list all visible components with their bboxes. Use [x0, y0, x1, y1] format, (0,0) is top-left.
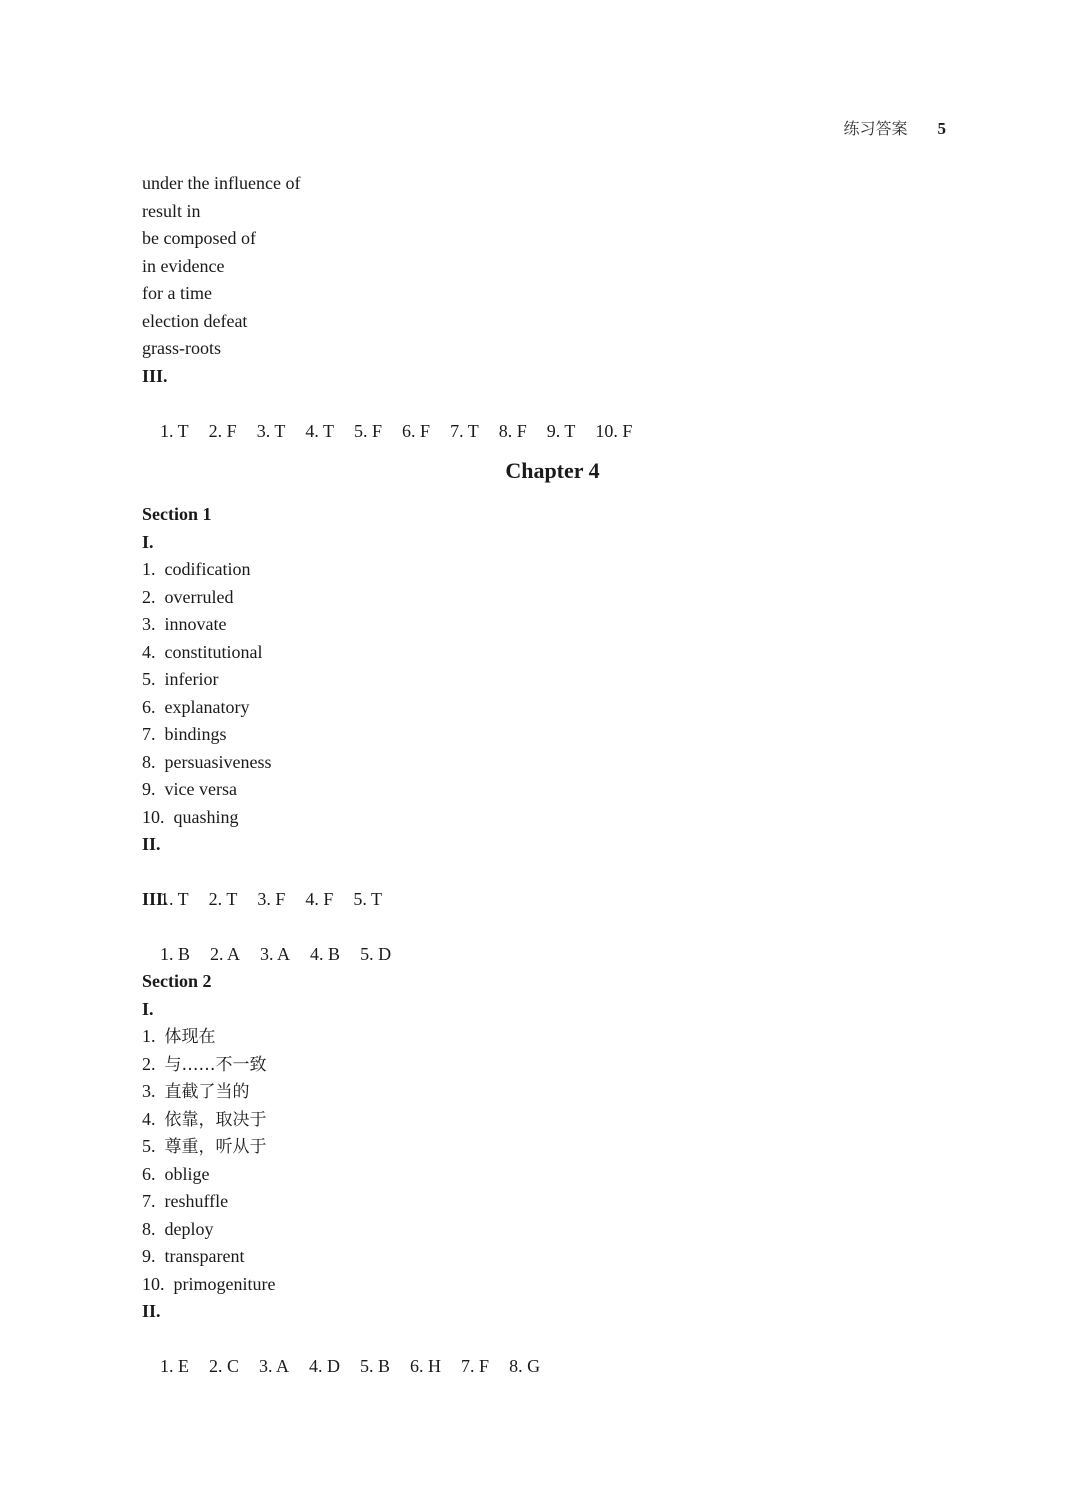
item-number: 6. — [142, 1163, 156, 1184]
answer: 2. A — [210, 944, 241, 964]
answer: 4. F — [305, 889, 334, 909]
page-header — [843, 116, 946, 139]
list-item: 8. persuasiveness — [142, 751, 272, 772]
answer: 5. D — [360, 944, 392, 964]
answer: 1. B — [160, 944, 191, 964]
answer: 8. F — [498, 420, 527, 441]
item-text: 直截了当的 — [164, 1082, 250, 1102]
item-number: 3. — [142, 1081, 156, 1101]
phrase-item: for a time — [142, 283, 212, 303]
item-text: deploy — [164, 1218, 214, 1239]
phrase-item: result in — [142, 200, 201, 221]
phrase-item: under the influence of — [142, 173, 301, 193]
section-1 — [142, 501, 411, 964]
answer: 7. T — [450, 420, 479, 441]
answer: 3. F — [257, 889, 286, 909]
part-label: I. — [142, 531, 154, 552]
answer: 1. T — [160, 420, 189, 441]
answer: 4. T — [305, 420, 335, 441]
part-label: III. — [142, 889, 168, 909]
answer: 3. T — [256, 420, 286, 441]
item-text: 体现在 — [164, 1027, 216, 1047]
list-item — [142, 1161, 560, 1189]
phrase-item: be composed of — [142, 228, 256, 248]
top-block — [142, 170, 652, 441]
answer: 5. B — [360, 1356, 391, 1376]
section-title: Section 2 — [142, 971, 212, 991]
part-label: II. — [142, 1301, 161, 1321]
answer: 3. A — [260, 944, 291, 964]
item-number: 4. — [142, 1108, 156, 1129]
list-item — [142, 1216, 560, 1244]
answer-row — [142, 1326, 560, 1376]
answer: 6. F — [402, 420, 431, 441]
answer: 1. T — [160, 889, 189, 909]
list-item: 10. quashing — [142, 806, 239, 827]
list-item — [142, 1023, 560, 1051]
item-number: 7. — [142, 1191, 156, 1211]
item-number: 10. — [142, 1273, 165, 1294]
list-item: 1. codification — [142, 559, 251, 579]
list-item — [142, 1188, 560, 1216]
item-text: oblige — [164, 1163, 210, 1184]
list-item: 6. explanatory — [142, 696, 250, 717]
part-label: I. — [142, 998, 154, 1019]
list-item: 9. vice versa — [142, 779, 237, 799]
list-item — [142, 1051, 560, 1079]
item-number: 9. — [142, 1246, 156, 1266]
item-number: 8. — [142, 1218, 156, 1239]
answer: 3. A — [259, 1356, 290, 1376]
list-item: 2. overruled — [142, 586, 234, 607]
phrase-item: election defeat — [142, 310, 248, 331]
list-item: 7. bindings — [142, 724, 227, 744]
list-item — [142, 1133, 560, 1161]
section-title: Section 1 — [142, 504, 212, 524]
answer: 4. D — [309, 1356, 341, 1376]
list-item — [142, 1078, 560, 1106]
chapter-title: Chapter 4 — [505, 458, 600, 483]
part-label: III. — [142, 365, 168, 386]
answer: 9. T — [546, 420, 576, 441]
answer: 5. F — [354, 420, 383, 441]
phrase-item: grass-roots — [142, 338, 221, 358]
list-item — [142, 1106, 560, 1134]
answer: 1. E — [160, 1356, 189, 1376]
section-2 — [142, 968, 560, 1376]
item-number: 2. — [142, 1053, 156, 1074]
list-item — [142, 1271, 560, 1299]
answer: 10. F — [595, 420, 633, 441]
answer: 2. C — [209, 1356, 240, 1376]
list-item — [142, 1243, 560, 1271]
answer-row — [142, 390, 652, 441]
item-text: 与……不一致 — [164, 1054, 267, 1075]
answer: 8. G — [509, 1356, 541, 1376]
answer: 2. F — [208, 420, 237, 441]
item-text: transparent — [164, 1246, 245, 1266]
answer: 7. F — [461, 1356, 490, 1376]
item-text: reshuffle — [164, 1191, 229, 1211]
item-number: 1. — [142, 1026, 156, 1046]
answer-row — [142, 914, 411, 964]
item-text: 尊重，听从于 — [164, 1137, 267, 1157]
answer: 5. T — [353, 889, 383, 909]
item-text: primogeniture — [173, 1273, 276, 1294]
item-text: 依靠，取决于 — [164, 1109, 267, 1130]
list-item: 3. innovate — [142, 614, 227, 634]
list-item: 4. constitutional — [142, 641, 263, 662]
answer: 4. B — [310, 944, 341, 964]
item-number: 5. — [142, 1136, 156, 1156]
list-item: 5. inferior — [142, 669, 219, 689]
phrase-item: in evidence — [142, 255, 225, 276]
answer: 2. T — [208, 889, 238, 909]
header-title: 练习答案 — [843, 119, 908, 138]
part-label: II. — [142, 834, 161, 854]
page-number: 5 — [937, 119, 946, 138]
answer: 6. H — [410, 1356, 442, 1376]
